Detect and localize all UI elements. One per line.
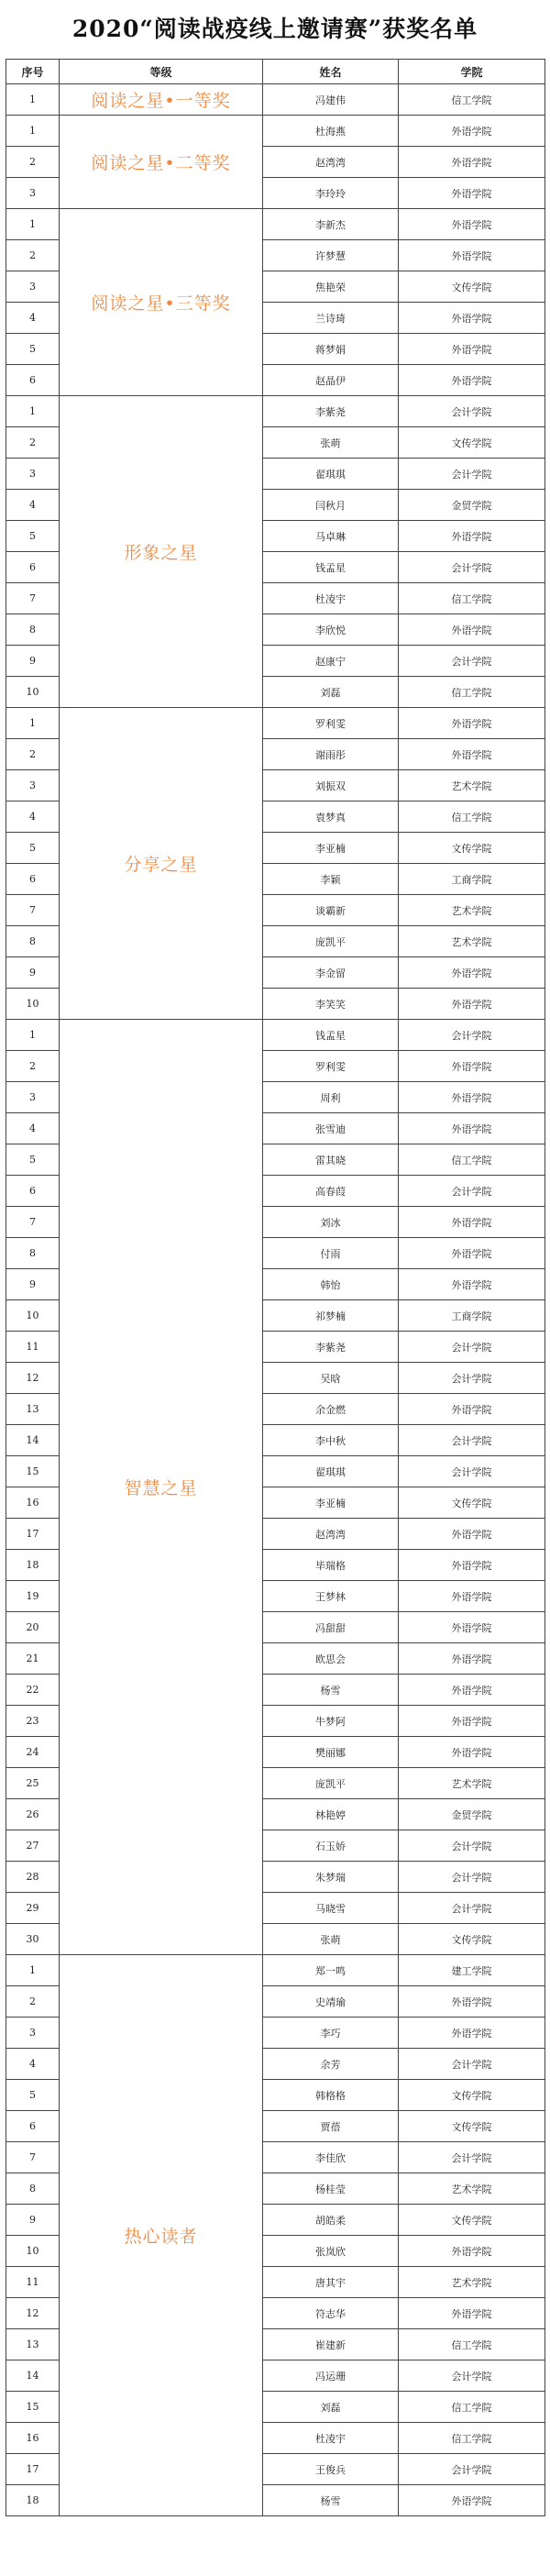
row-index: 7	[6, 895, 60, 926]
row-index: 6	[6, 2111, 60, 2142]
winner-college: 艺术学院	[399, 926, 545, 957]
winner-name: 翟琪琪	[263, 1456, 399, 1487]
winner-name: 王俊兵	[263, 2454, 399, 2485]
row-index: 3	[6, 2018, 60, 2049]
winner-college: 会计学院	[399, 1332, 545, 1363]
winner-name: 高春葭	[263, 1176, 399, 1207]
winner-college: 信工学院	[399, 84, 545, 116]
table-row	[6, 84, 545, 116]
winner-name: 冯运珊	[263, 2360, 399, 2392]
row-index: 24	[6, 1737, 60, 1768]
winner-name: 张岚欣	[263, 2236, 399, 2267]
row-index: 6	[6, 1176, 60, 1207]
winner-name: 李玲玲	[263, 178, 399, 209]
table-header	[6, 60, 545, 84]
winner-college: 外语学院	[399, 2298, 545, 2329]
row-index: 22	[6, 1675, 60, 1706]
row-index: 1	[6, 708, 60, 739]
winner-name: 胡皓柔	[263, 2205, 399, 2236]
winner-college: 信工学院	[399, 677, 545, 708]
winner-name: 李颖	[263, 864, 399, 895]
row-index: 7	[6, 1207, 60, 1238]
row-index: 7	[6, 2142, 60, 2173]
winner-college: 会计学院	[399, 2049, 545, 2080]
winner-name: 唐其宇	[263, 2267, 399, 2298]
row-index: 5	[6, 1144, 60, 1176]
winner-name: 谈霸新	[263, 895, 399, 926]
winner-name: 袁梦真	[263, 802, 399, 833]
winner-college: 外语学院	[399, 303, 545, 334]
row-index: 14	[6, 2360, 60, 2392]
award-level: 阅读之星•一等奖	[60, 84, 263, 116]
winner-college: 会计学院	[399, 459, 545, 490]
winner-college: 外语学院	[399, 1581, 545, 1612]
winner-college: 信工学院	[399, 2423, 545, 2454]
winner-name: 杜海燕	[263, 116, 399, 147]
award-level: 阅读之星•二等奖	[60, 116, 263, 209]
winner-name: 张萌	[263, 427, 399, 459]
winner-college: 金贸学院	[399, 1799, 545, 1830]
winner-college: 艺术学院	[399, 1768, 545, 1799]
table-body	[6, 84, 545, 2516]
winner-name: 赵湾湾	[263, 1519, 399, 1550]
winner-name: 余金燃	[263, 1394, 399, 1425]
winner-college: 会计学院	[399, 2360, 545, 2392]
row-index: 11	[6, 2267, 60, 2298]
winner-college: 外语学院	[399, 1113, 545, 1144]
winner-name: 冯建伟	[263, 84, 399, 116]
row-index: 1	[6, 1955, 60, 1986]
row-index: 18	[6, 1550, 60, 1581]
row-index: 14	[6, 1425, 60, 1456]
winner-college: 会计学院	[399, 1830, 545, 1862]
winner-college: 外语学院	[399, 209, 545, 240]
winner-college: 外语学院	[399, 1051, 545, 1082]
winner-college: 外语学院	[399, 1986, 545, 2018]
winner-college: 艺术学院	[399, 895, 545, 926]
row-index: 17	[6, 1519, 60, 1550]
winner-name: 马晓雪	[263, 1893, 399, 1924]
row-index: 12	[6, 2298, 60, 2329]
row-index: 15	[6, 1456, 60, 1487]
winner-name: 李金留	[263, 957, 399, 989]
winner-name: 兰诗琦	[263, 303, 399, 334]
winner-college: 文传学院	[399, 1924, 545, 1955]
row-index: 5	[6, 334, 60, 365]
row-index: 1	[6, 84, 60, 116]
winner-college: 艺术学院	[399, 770, 545, 802]
winner-college: 外语学院	[399, 614, 545, 646]
row-index: 1	[6, 116, 60, 147]
winner-college: 外语学院	[399, 2018, 545, 2049]
row-index: 30	[6, 1924, 60, 1955]
winner-name: 刘冰	[263, 1207, 399, 1238]
row-index: 18	[6, 2485, 60, 2516]
winner-name: 郑一鸣	[263, 1955, 399, 1986]
winner-college: 文传学院	[399, 2205, 545, 2236]
table-row	[6, 209, 545, 240]
winner-college: 外语学院	[399, 116, 545, 147]
winner-college: 外语学院	[399, 1207, 545, 1238]
row-index: 9	[6, 2205, 60, 2236]
winner-name: 余芳	[263, 2049, 399, 2080]
winner-college: 会计学院	[399, 1893, 545, 1924]
winner-college: 会计学院	[399, 552, 545, 583]
winner-college: 信工学院	[399, 802, 545, 833]
winner-college: 外语学院	[399, 957, 545, 989]
winner-name: 马卓琳	[263, 521, 399, 552]
row-index: 10	[6, 677, 60, 708]
winner-name: 罗利雯	[263, 1051, 399, 1082]
winner-college: 外语学院	[399, 1643, 545, 1675]
winner-college: 外语学院	[399, 1269, 545, 1300]
winner-name: 石玉娇	[263, 1830, 399, 1862]
winner-name: 李紫尧	[263, 396, 399, 427]
winner-college: 外语学院	[399, 521, 545, 552]
winner-name: 李巧	[263, 2018, 399, 2049]
row-index: 21	[6, 1643, 60, 1675]
winner-name: 赵康宁	[263, 646, 399, 677]
winner-college: 艺术学院	[399, 2267, 545, 2298]
row-index: 1	[6, 396, 60, 427]
winner-name: 许梦慧	[263, 240, 399, 271]
winner-name: 吴晗	[263, 1363, 399, 1394]
winner-college: 文传学院	[399, 2080, 545, 2111]
row-index: 15	[6, 2392, 60, 2423]
winner-name: 付雨	[263, 1238, 399, 1269]
winner-name: 李笑笑	[263, 989, 399, 1020]
row-index: 12	[6, 1363, 60, 1394]
row-index: 9	[6, 646, 60, 677]
winner-college: 会计学院	[399, 1176, 545, 1207]
row-index: 20	[6, 1612, 60, 1643]
winner-college: 工商学院	[399, 1300, 545, 1332]
winner-name: 雷其晓	[263, 1144, 399, 1176]
winner-college: 会计学院	[399, 396, 545, 427]
winner-college: 外语学院	[399, 1519, 545, 1550]
row-index: 4	[6, 2049, 60, 2080]
row-index: 3	[6, 271, 60, 303]
winner-name: 罗利雯	[263, 708, 399, 739]
row-index: 28	[6, 1862, 60, 1893]
header-college: 学院	[399, 60, 545, 84]
winner-name: 翟琪琪	[263, 459, 399, 490]
header-level: 等级	[60, 60, 263, 84]
winner-name: 王梦林	[263, 1581, 399, 1612]
winner-college: 外语学院	[399, 147, 545, 178]
winner-college: 外语学院	[399, 2236, 545, 2267]
winner-name: 李中秋	[263, 1425, 399, 1456]
winner-name: 赵晶伊	[263, 365, 399, 396]
winner-name: 林艳婷	[263, 1799, 399, 1830]
table-row	[6, 708, 545, 739]
winner-name: 杨雪	[263, 2485, 399, 2516]
award-level: 智慧之星	[60, 1020, 263, 1955]
row-index: 2	[6, 240, 60, 271]
row-index: 6	[6, 864, 60, 895]
row-index: 2	[6, 1986, 60, 2018]
row-index: 13	[6, 2329, 60, 2360]
winner-college: 会计学院	[399, 2142, 545, 2173]
row-index: 10	[6, 989, 60, 1020]
winner-name: 刘振双	[263, 770, 399, 802]
winner-name: 钱孟星	[263, 1020, 399, 1051]
row-index: 8	[6, 926, 60, 957]
winner-name: 庞凯平	[263, 926, 399, 957]
winner-name: 张雪迪	[263, 1113, 399, 1144]
winner-name: 符志华	[263, 2298, 399, 2329]
winner-college: 外语学院	[399, 365, 545, 396]
winner-name: 赵湾湾	[263, 147, 399, 178]
winner-college: 信工学院	[399, 1144, 545, 1176]
winner-college: 会计学院	[399, 1425, 545, 1456]
winner-name: 冯甜甜	[263, 1612, 399, 1643]
winner-name: 李欣悦	[263, 614, 399, 646]
row-index: 3	[6, 459, 60, 490]
winner-name: 李新杰	[263, 209, 399, 240]
winner-college: 外语学院	[399, 1675, 545, 1706]
winner-college: 外语学院	[399, 1082, 545, 1113]
winner-college: 建工学院	[399, 1955, 545, 1986]
winner-name: 张萌	[263, 1924, 399, 1955]
row-index: 11	[6, 1332, 60, 1363]
winner-college: 会计学院	[399, 2454, 545, 2485]
row-index: 5	[6, 2080, 60, 2111]
winner-college: 会计学院	[399, 1020, 545, 1051]
row-index: 16	[6, 2423, 60, 2454]
winner-college: 工商学院	[399, 864, 545, 895]
winner-name: 杜凌宇	[263, 2423, 399, 2454]
winner-college: 外语学院	[399, 989, 545, 1020]
table-row	[6, 396, 545, 427]
row-index: 2	[6, 739, 60, 770]
winner-college: 会计学院	[399, 1456, 545, 1487]
winner-name: 李佳欣	[263, 2142, 399, 2173]
winner-name: 李亚楠	[263, 833, 399, 864]
winner-name: 庞凯平	[263, 1768, 399, 1799]
row-index: 2	[6, 147, 60, 178]
row-index: 23	[6, 1706, 60, 1737]
winner-college: 文传学院	[399, 2111, 545, 2142]
award-level: 热心读者	[60, 1955, 263, 2516]
winner-college: 外语学院	[399, 1737, 545, 1768]
row-index: 1	[6, 1020, 60, 1051]
winner-college: 外语学院	[399, 1238, 545, 1269]
page-title: 2020“阅读战疫线上邀请赛”获奖名单	[72, 16, 478, 42]
header-name: 姓名	[263, 60, 399, 84]
award-level: 分享之星	[60, 708, 263, 1020]
row-index: 19	[6, 1581, 60, 1612]
row-index: 5	[6, 521, 60, 552]
row-index: 3	[6, 178, 60, 209]
winner-college: 外语学院	[399, 1612, 545, 1643]
winner-name: 史靖瑜	[263, 1986, 399, 2018]
row-index: 13	[6, 1394, 60, 1425]
winner-college: 外语学院	[399, 178, 545, 209]
winner-name: 蒋梦娟	[263, 334, 399, 365]
row-index: 9	[6, 957, 60, 989]
row-index: 2	[6, 427, 60, 459]
row-index: 8	[6, 1238, 60, 1269]
row-index: 10	[6, 2236, 60, 2267]
winner-college: 文传学院	[399, 271, 545, 303]
row-index: 1	[6, 209, 60, 240]
row-index: 26	[6, 1799, 60, 1830]
winner-name: 谢雨彤	[263, 739, 399, 770]
winner-college: 外语学院	[399, 240, 545, 271]
row-index: 2	[6, 1051, 60, 1082]
winner-name: 刘磊	[263, 677, 399, 708]
award-level: 阅读之星•三等奖	[60, 209, 263, 396]
winner-college: 会计学院	[399, 1862, 545, 1893]
winner-college: 信工学院	[399, 2392, 545, 2423]
winner-college: 信工学院	[399, 2329, 545, 2360]
winner-college: 文传学院	[399, 427, 545, 459]
row-index: 6	[6, 365, 60, 396]
winner-college: 会计学院	[399, 646, 545, 677]
row-index: 4	[6, 802, 60, 833]
winner-name: 欧思会	[263, 1643, 399, 1675]
winner-college: 外语学院	[399, 2485, 545, 2516]
row-index: 3	[6, 770, 60, 802]
winner-college: 外语学院	[399, 334, 545, 365]
row-index: 3	[6, 1082, 60, 1113]
winner-college: 文传学院	[399, 1487, 545, 1519]
winner-name: 朱梦瑞	[263, 1862, 399, 1893]
row-index: 25	[6, 1768, 60, 1799]
row-index: 8	[6, 614, 60, 646]
winner-college: 外语学院	[399, 708, 545, 739]
winner-college: 艺术学院	[399, 2173, 545, 2205]
winner-name: 祁梦楠	[263, 1300, 399, 1332]
table-row	[6, 1020, 545, 1051]
row-index: 4	[6, 490, 60, 521]
row-index: 4	[6, 303, 60, 334]
winner-college: 金贸学院	[399, 490, 545, 521]
award-level: 形象之星	[60, 396, 263, 708]
winner-name: 贾蓓	[263, 2111, 399, 2142]
table-row	[6, 116, 545, 147]
row-index: 16	[6, 1487, 60, 1519]
winner-college: 外语学院	[399, 1706, 545, 1737]
winner-college: 外语学院	[399, 1550, 545, 1581]
winner-name: 韩格格	[263, 2080, 399, 2111]
row-index: 9	[6, 1269, 60, 1300]
winner-college: 信工学院	[399, 583, 545, 614]
winner-college: 会计学院	[399, 1363, 545, 1394]
winner-name: 闫秋月	[263, 490, 399, 521]
row-index: 10	[6, 1300, 60, 1332]
row-index: 27	[6, 1830, 60, 1862]
header-index: 序号	[6, 60, 60, 84]
winner-name: 杨桂莹	[263, 2173, 399, 2205]
winner-name: 刘磊	[263, 2392, 399, 2423]
row-index: 17	[6, 2454, 60, 2485]
winner-college: 外语学院	[399, 739, 545, 770]
winner-name: 韩怡	[263, 1269, 399, 1300]
winner-college: 外语学院	[399, 1394, 545, 1425]
row-index: 5	[6, 833, 60, 864]
row-index: 7	[6, 583, 60, 614]
winner-name: 周利	[263, 1082, 399, 1113]
row-index: 29	[6, 1893, 60, 1924]
winner-name: 李亚楠	[263, 1487, 399, 1519]
winner-name: 杜凌宇	[263, 583, 399, 614]
winner-name: 牛梦阿	[263, 1706, 399, 1737]
winner-name: 毕瑞格	[263, 1550, 399, 1581]
winner-college: 文传学院	[399, 833, 545, 864]
table-row	[6, 1955, 545, 1986]
winner-name: 樊丽娜	[263, 1737, 399, 1768]
row-index: 4	[6, 1113, 60, 1144]
award-table	[6, 59, 545, 2516]
row-index: 8	[6, 2173, 60, 2205]
row-index: 6	[6, 552, 60, 583]
winner-name: 杨雪	[263, 1675, 399, 1706]
header-row	[6, 60, 545, 84]
winner-name: 焦艳荣	[263, 271, 399, 303]
winner-name: 崔建新	[263, 2329, 399, 2360]
winner-name: 钱孟星	[263, 552, 399, 583]
winner-name: 李紫尧	[263, 1332, 399, 1363]
